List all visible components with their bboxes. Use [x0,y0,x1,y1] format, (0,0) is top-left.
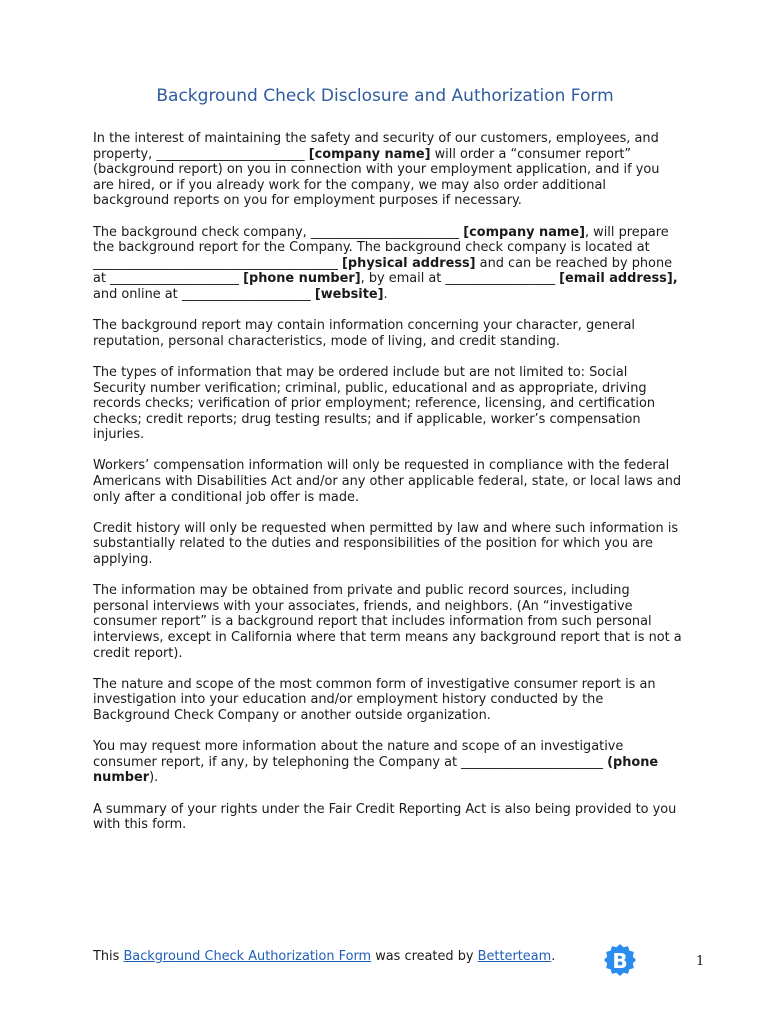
page-number: 1 [696,954,705,969]
document-title: Background Check Disclosure and Authorization Form [156,86,614,106]
company-name-placeholder: [company name] [308,146,431,162]
paragraph-fcra-summary: A summary of your rights under the Fair Credit Reporting Act is also being provided to you with this form. [93,801,677,833]
paragraph-background-company [93,225,683,303]
bg-company-text-3: and can be reached by phone at ____________________ [93,255,673,287]
footer-middle: was created by [375,949,474,964]
request-info-end: ). [149,770,159,786]
request-info-text: You may request more information about the nature and scope of an investigative consumer report, if any, by telephoning the Company at ______________________ [93,739,624,770]
bg-company-name-placeholder: [company name] [463,224,585,240]
footer-credit [93,948,555,965]
paragraph-workers-comp: Workers’ compensation information will only be requested in compliance with the federal Americans with Disabilities Act and/or any other applicable federal, state, or local laws and only after a conditional job offer is made. [93,458,682,505]
website-placeholder: [website] [314,286,384,302]
paragraph-nature-scope: The nature and scope of the most common form of investigative consumer report is an investigation into your education and/or employment history conducted by the Background Check Company or another outside organization. [93,676,656,723]
form-link[interactable]: Background Check Authorization Form [123,949,372,964]
logo-letter: B [612,949,628,973]
footer-suffix: . [551,949,556,964]
bg-company-text-2: , will prepare the background report for the Company. The background check company is located at ______________________________________ [93,224,669,271]
paragraph-report-contents: The background report may contain information concerning your character, general reputation, personal characteristics, mode of living, and credit standing. [93,318,635,349]
betterteam-logo-icon[interactable] [600,940,640,980]
email-address-placeholder: [email address], [559,271,678,287]
footer-prefix: This [93,949,120,964]
company-phone-placeholder: (phone number [93,754,659,786]
paragraph-information-types: The types of information that may be ordered include but are not limited to: Social Security number verification; criminal, public, educational and as appropriate, driving records checks; verification of prior employment; reference, licensing, and certification checks; credit reports; drug testing results; and if applicable, worker’s compensation injuries. [93,364,656,443]
document-body [93,131,683,848]
paragraph-intro [93,131,683,209]
betterteam-link[interactable]: Betterteam [477,949,552,964]
paragraph-information-sources: The information may be obtained from private and public record sources, including personal interviews with your associates, friends, and neighbors. (An “investigative consumer report” is a background report that includes information from such personal interviews, except in California where that term means any background report that is not a credit report). [93,583,682,661]
physical-address-placeholder: [physical address] [342,255,476,271]
paragraph-credit-history: Credit history will only be requested when permitted by law and where such information is substantially related to the duties and responsibilities of the position for which you are applying. [93,520,679,568]
intro-text-2: will order a “consumer report” (background report) on you in connection with your employment application, and if you are hired, or if you already work for the company, we may also order additional background reports on you for employment purposes if necessary. [93,146,660,209]
bg-company-text-4: , by email at _________________ [360,271,556,287]
bg-company-text-5: and online at ____________________ [93,286,311,302]
phone-number-placeholder: [phone number] [243,271,361,287]
bg-company-text-1: The background check company, _______________________ [93,224,460,240]
intro-text-1: In the interest of maintaining the safety and security of our customers, employees, and property, _______________________ [93,131,659,162]
paragraph-request-info [93,739,683,786]
bg-company-text-6: . [383,286,388,302]
